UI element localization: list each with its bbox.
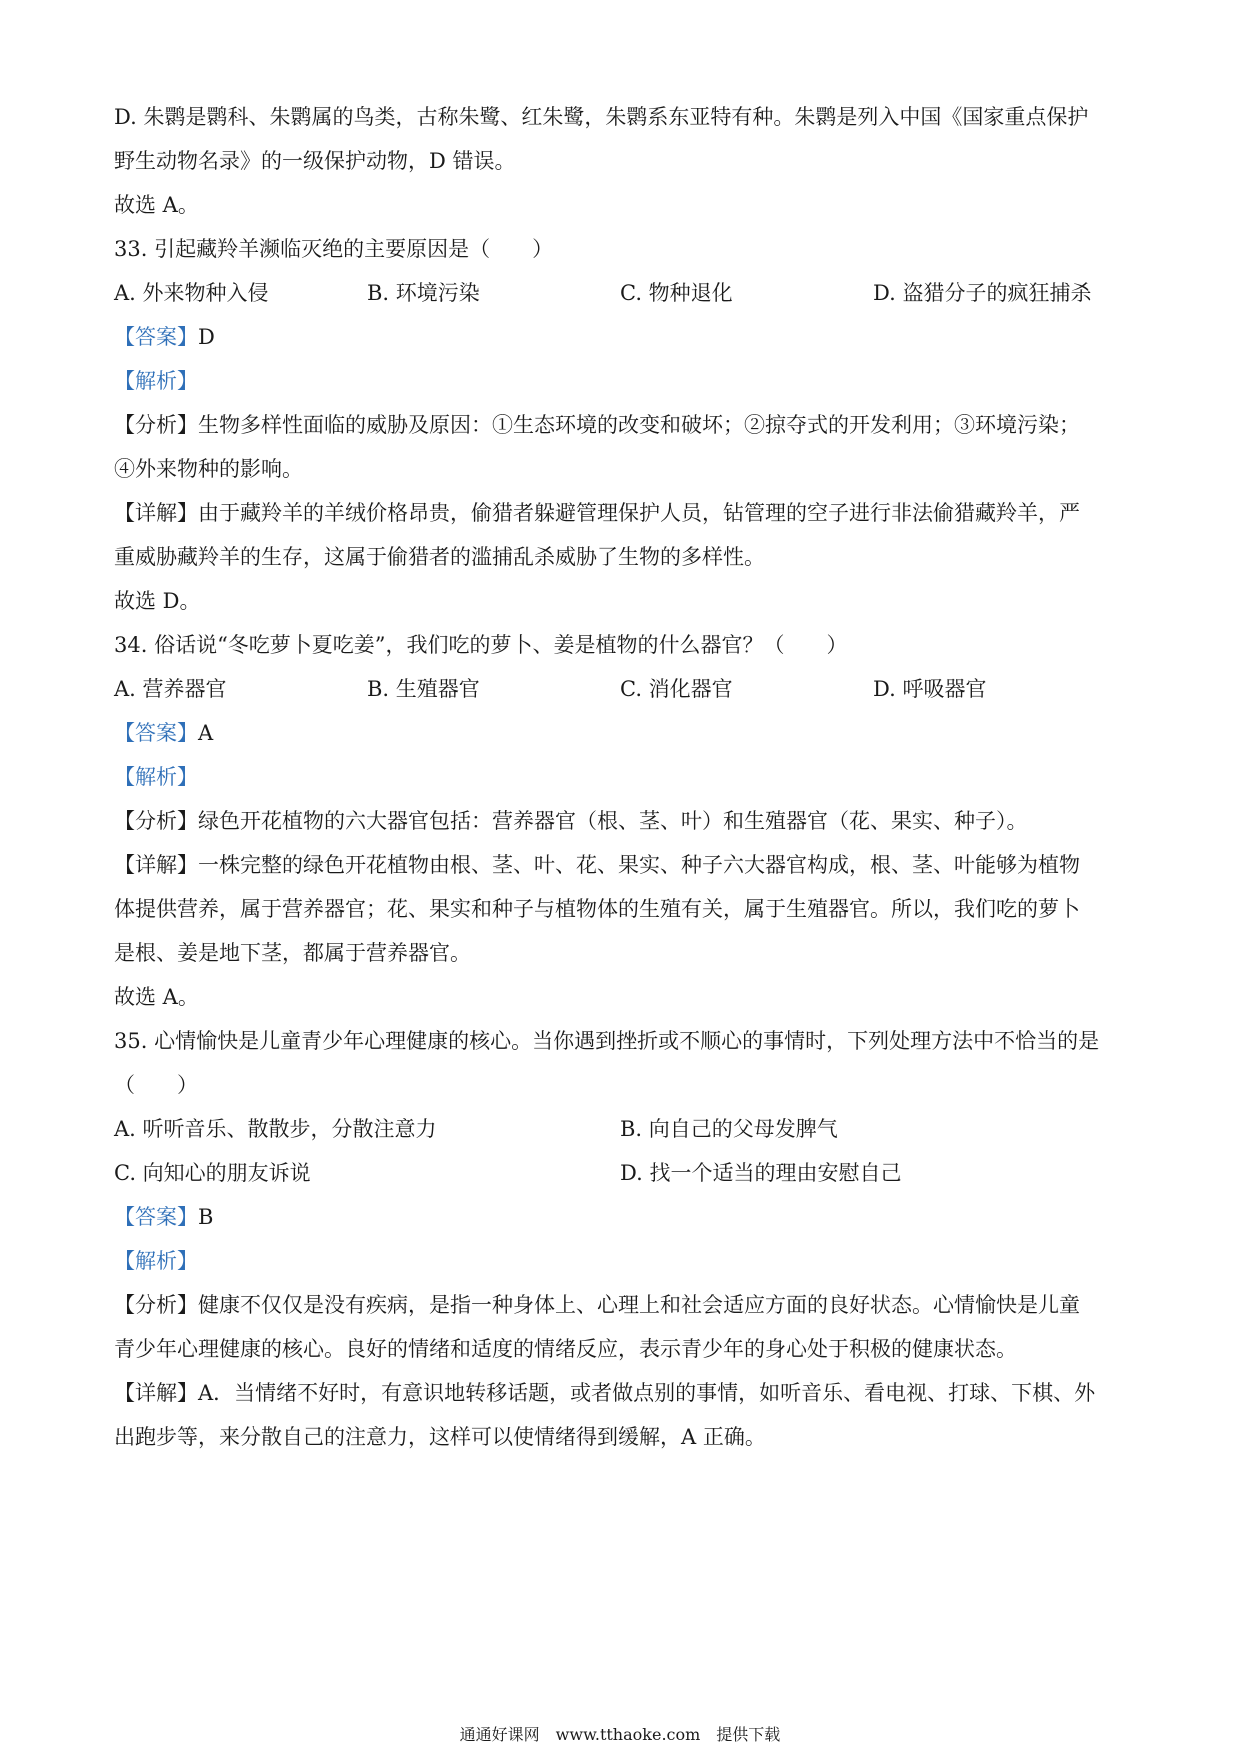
q33-analysis-heading bbox=[114, 366, 1134, 396]
q33-option-c: C. 物种退化 bbox=[620, 281, 733, 305]
q33-stem: 33. 引起藏羚羊濒临灭绝的主要原因是（ ） bbox=[114, 237, 554, 261]
q35-option-b: B. 向自己的父母发脾气 bbox=[620, 1117, 838, 1141]
q34-answer bbox=[114, 718, 1134, 748]
fenxi-tag: 【分析】 bbox=[114, 1293, 198, 1317]
q35-fenxi-line-1 bbox=[114, 1290, 1134, 1320]
q35-stem-line-2: （ ） bbox=[114, 1073, 198, 1097]
answer-tag: 【答案】 bbox=[114, 325, 198, 349]
q33-xiangjie-line-2: 重威胁藏羚羊的生存，这属于偷猎者的滥捕乱杀威胁了生物的多样性。 bbox=[114, 545, 765, 569]
q35-answer-value: B bbox=[198, 1205, 214, 1229]
q34-fenxi-line-1 bbox=[114, 806, 1134, 836]
q35-xiangjie-text-1: A．当情绪不好时，有意识地转移话题，或者做点别的事情，如听音乐、看电视、打球、下棋、外 bbox=[198, 1381, 1096, 1405]
q33-xiangjie-line-1 bbox=[114, 498, 1134, 528]
q33-conclusion: 故选 D。 bbox=[114, 589, 201, 613]
q35-fenxi-line-2: 青少年心理健康的核心。良好的情绪和适度的情绪反应，表示青少年的身心处于积极的健康状态。 bbox=[114, 1337, 1017, 1361]
q35-analysis-heading bbox=[114, 1246, 1134, 1276]
prev-option-d-line-2: 野生动物名录》的一级保护动物，D 错误。 bbox=[114, 149, 516, 173]
q35-stem-line-1: 35. 心情愉快是儿童青少年心理健康的核心。当你遇到挫折或不顺心的事情时，下列处理方法中不恰当的是 bbox=[114, 1029, 1100, 1053]
q33-answer-value: D bbox=[198, 325, 215, 349]
q34-conclusion: 故选 A。 bbox=[114, 985, 199, 1009]
q35-option-c: C. 向知心的朋友诉说 bbox=[114, 1161, 311, 1185]
q34-option-c: C. 消化器官 bbox=[620, 677, 733, 701]
q33-fenxi-line-2: ④外来物种的影响。 bbox=[114, 457, 303, 481]
analysis-tag: 【解析】 bbox=[114, 765, 198, 789]
xiangjie-tag: 【详解】 bbox=[114, 501, 198, 525]
answer-tag: 【答案】 bbox=[114, 721, 198, 745]
q33-xiangjie-text-1: 由于藏羚羊的羊绒价格昂贵，偷猎者躲避管理保护人员，钻管理的空子进行非法偷猎藏羚羊，严 bbox=[198, 501, 1080, 525]
q35-xiangjie-line-2: 出跑步等，来分散自己的注意力，这样可以使情绪得到缓解，A 正确。 bbox=[114, 1425, 766, 1449]
page-footer: 通通好课网 www.tthaoke.com 提供下载 bbox=[459, 1725, 781, 1744]
q34-xiangjie-line-3: 是根、姜是地下茎，都属于营养器官。 bbox=[114, 941, 471, 965]
xiangjie-tag: 【详解】 bbox=[114, 1381, 198, 1405]
q34-option-d: D. 呼吸器官 bbox=[873, 677, 987, 701]
q34-stem: 34. 俗话说“冬吃萝卜夏吃姜”，我们吃的萝卜、姜是植物的什么器官？（ ） bbox=[114, 633, 848, 657]
q35-fenxi-text-1: 健康不仅仅是没有疾病，是指一种身体上、心理上和社会适应方面的良好状态。心情愉快是儿童 bbox=[198, 1293, 1080, 1317]
answer-tag: 【答案】 bbox=[114, 1205, 198, 1229]
analysis-tag: 【解析】 bbox=[114, 369, 198, 393]
xiangjie-tag: 【详解】 bbox=[114, 853, 198, 877]
q34-answer-value: A bbox=[198, 721, 214, 745]
fenxi-tag: 【分析】 bbox=[114, 809, 198, 833]
q34-xiangjie-text-1: 一株完整的绿色开花植物由根、茎、叶、花、果实、种子六大器官构成，根、茎、叶能够为植物 bbox=[198, 853, 1080, 877]
q35-option-a: A. 听听音乐、散散步，分散注意力 bbox=[114, 1117, 437, 1141]
q35-option-d: D. 找一个适当的理由安慰自己 bbox=[620, 1161, 902, 1185]
q33-answer bbox=[114, 322, 1134, 352]
q35-answer bbox=[114, 1202, 1134, 1232]
q33-fenxi-line-1 bbox=[114, 410, 1134, 440]
fenxi-tag: 【分析】 bbox=[114, 413, 198, 437]
q33-option-d: D. 盗猎分子的疯狂捕杀 bbox=[873, 281, 1092, 305]
q34-fenxi-text-1: 绿色开花植物的六大器官包括：营养器官（根、茎、叶）和生殖器官（花、果实、种子）。 bbox=[198, 809, 1028, 833]
q34-analysis-heading bbox=[114, 762, 1134, 792]
q34-xiangjie-line-1 bbox=[114, 850, 1134, 880]
analysis-tag: 【解析】 bbox=[114, 1249, 198, 1273]
q34-xiangjie-line-2: 体提供营养，属于营养器官；花、果实和种子与植物体的生殖有关，属于生殖器官。所以，我们吃的萝卜 bbox=[114, 897, 1080, 921]
prev-option-d-line-1: D. 朱鹮是鹮科、朱鹮属的鸟类，古称朱鹭、红朱鹭，朱鹮系东亚特有种。朱鹮是列入中国《国家重点保护 bbox=[114, 105, 1089, 129]
q34-option-b: B. 生殖器官 bbox=[367, 677, 480, 701]
q33-option-a: A. 外来物种入侵 bbox=[114, 281, 269, 305]
q33-option-b: B. 环境污染 bbox=[367, 281, 480, 305]
q33-fenxi-text-1: 生物多样性面临的威胁及原因：①生态环境的改变和破坏；②掠夺式的开发利用；③环境污染； bbox=[198, 413, 1080, 437]
q35-xiangjie-line-1 bbox=[114, 1378, 1134, 1408]
prev-conclusion: 故选 A。 bbox=[114, 193, 199, 217]
q34-option-a: A. 营养器官 bbox=[114, 677, 227, 701]
